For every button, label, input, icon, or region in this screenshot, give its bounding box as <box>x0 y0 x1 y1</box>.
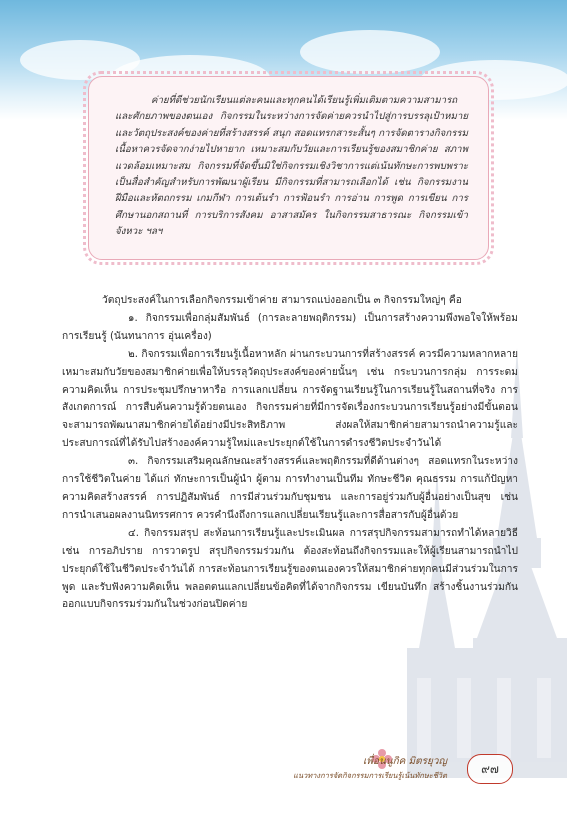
list-item-3: ๓. กิจกรรมเสริมคุณลักษณะสร้างสรรค์และพฤติกรรมที่ดีด้านต่างๆ สอดแทรกในระหว่างการใช้ชีวิตในค่าย ได้แก่ ทักษะการเป็นผู้นำ ผู้ตาม การทำงานเป็นทีม ทักษะชีวิต คุณธรรม การแก้ปัญหา ความคิดสร้างสรรค์ การปฏิสัมพันธ์ การมีส่วนร่วมกับชุมชน และการอยู่ร่วมกับผู้อื่นอย่างเป็นสุข เช่น การนำเสนอผลงานนิทรรศการ ควรคำนึงถึงการแลกเปลี่ยนเรียนรู้และการสื่อสารกับผู้อื่นด้วย <box>62 456 518 521</box>
footer-book-title: เพื่อนนูกิค มิตรยุวญ <box>362 756 447 767</box>
page-footer <box>273 750 533 800</box>
quote-box <box>88 76 489 260</box>
list-item-2: ๒. กิจกรรมเพื่อการเรียนรู้เนื้อหาหลัก ผ่านกระบวนการที่สร้างสรรค์ ควรมีความหลากหลาย เหมาะสมกับวัยของสมาชิกค่ายเพื่อให้บรรลุวัตถุประสงค์ของค่ายนั้นๆ เช่น กระบวนการกลุ่ม การระดมความคิดเห็น การประชุมปรึกษาหารือ การแลกเปลี่ยน การจัดฐานเรียนรู้ในการเรียนรู้ในสถานที่จริง การสังเกตการณ์ การสืบค้นความรู้ด้วยตนเอง กิจกรรมค่ายที่มีการจัดเรื่องกระบวนการเรียนรู้อย่างมีขั้นตอน จะสามารถพัฒนาสมาชิกค่ายได้อย่างมีประสิทธิภาพ ส่งผลให้สมาชิกค่ายสามารถนำความรู้และประสบการณ์ที่ได้รับไปสร้างองค์ความรู้ใหม่และประยุกต์ใช้ในการดำรงชีวิตประจำวันได้ <box>62 348 518 450</box>
page-number: ๙๗ <box>467 754 513 784</box>
body-text <box>62 292 518 614</box>
intro-paragraph: วัตถุประสงค์ในการเลือกกิจกรรมเข้าค่าย สามารถแบ่งออกเป็น ๓ กิจกรรมใหญ่ๆ คือ <box>102 295 462 306</box>
list-item-4: ๔. กิจกรรมสรุป สะท้อนการเรียนรู้และประเมินผล การสรุปกิจกรรมสามารถทำได้หลายวิธี เช่น การอภิปราย การวาดรูป สรุปกิจกรรมร่วมกัน ต้องสะท้อนถึงกิจกรรมและให้ผู้เรียนสามารถนำไปประยุกต์ใช้ในชีวิตประจำวันได้ การสะท้อนการเรียนรู้ของตนเองควรให้สมาชิกค่ายทุกคนมีส่วนร่วมในการพูด และรับฟังความคิดเห็น พลอตตนแลกเปลี่ยนข้อคิดที่ได้จากกิจกรรม เขียนบันทึก สร้างชิ้นงานร่วมกัน ออกแบบกิจกรรมร่วมกันในช่วงก่อนปิดค่าย <box>62 527 518 611</box>
list-item-1: ๑. กิจกรรมเพื่อกลุ่มสัมพันธ์ (การละลายพฤติกรรม) เป็นการสร้างความพึงพอใจให้พร้อมการเรียนรู้ (นันทนาการ อุ่นเครื่อง) <box>62 312 518 342</box>
quote-text: ค่ายที่ดีช่วยนักเรียนแต่ละคนและทุกคนได้เรียนรู้เพิ่มเติมตามความสามารถและศักยภาพของตนเอง กิจกรรมในระหว่างการจัดค่ายควรนำไปสู่การบรรลุเป้าหมายและวัตถุประสงค์ของค่ายที่สร้างสรรค์ สนุก สอดแทรกสาระสั้นๆ การจัดตารางกิจกรรม เนื้อหาควรจัดจากง่ายไปหายาก เหมาะสมกับวัยและการเรียนรู้ของสมาชิกค่าย สภาพแวดล้อมเหมาะสม กิจกรรมที่จัดขึ้นมิใช่กิจกรรมเชิงวิชาการแต่เน้นทักษะการพบพราะเป็นสื่อสำคัญสำหรับการพัฒนาผู้เรียน มีกิจกรรมที่สามารถเลือกได้ เช่น กิจกรรมงานฝีมือและหัตถกรรม เกมกีฬา การเต้นรำ การฟ้อนรำ การอ่าน การพูด การเขียน การศึกษานอกสถานที่ การบริการสังคม อาสาสมัคร ในกิจกรรมสาธารณะ กิจกรรมเข้าจังหวะ ฯลฯ <box>115 95 468 238</box>
footer-subtitle: แนวทางการจัดกิจกรรมการเรียนรู้เน้นทักษะชีวิต <box>293 771 447 780</box>
